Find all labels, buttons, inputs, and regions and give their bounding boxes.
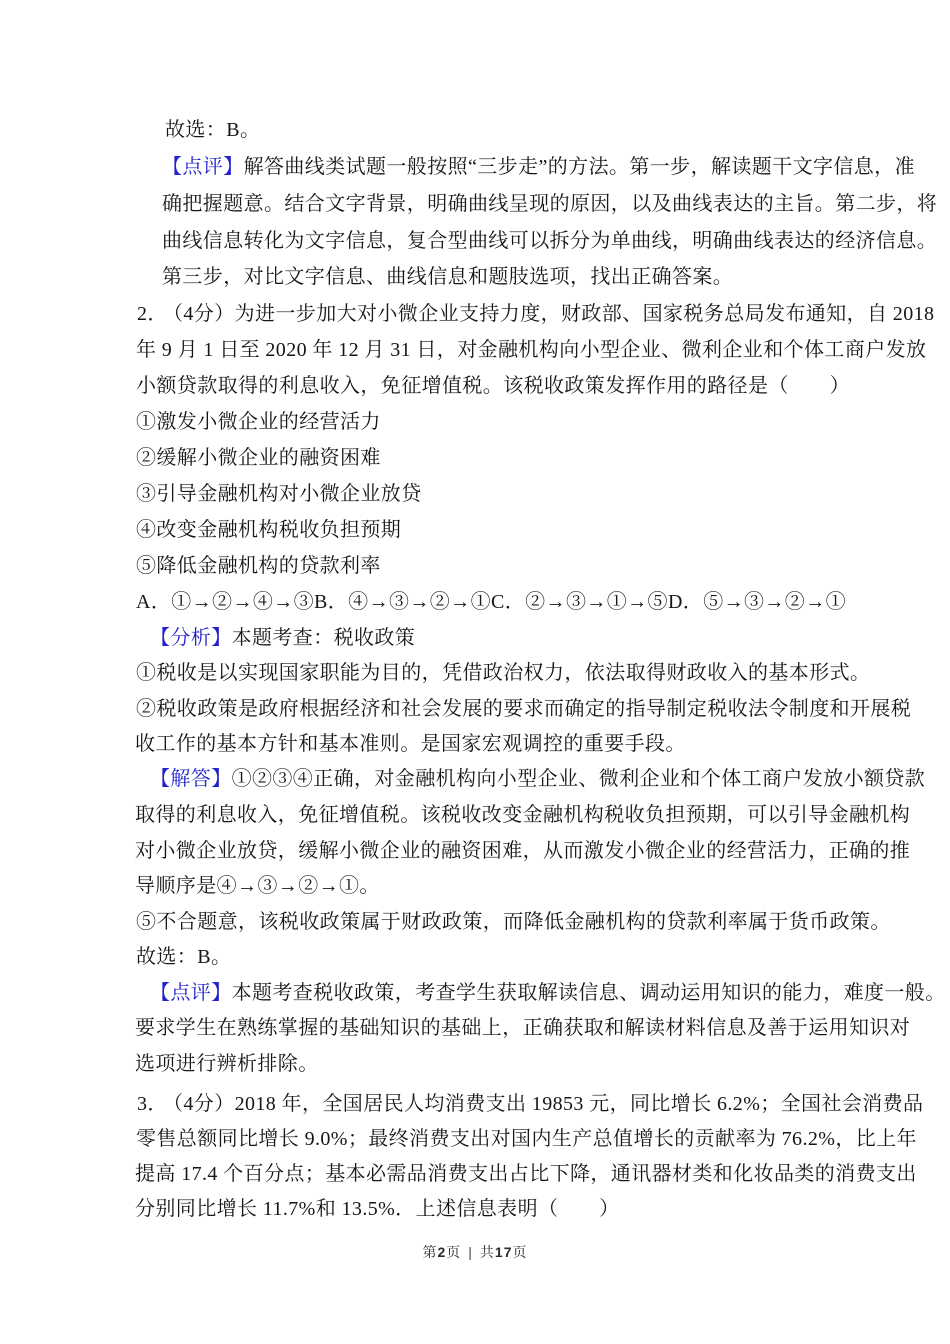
q2-stem-line-3: 小额贷款取得的利息收入，免征增值税。该税收政策发挥作用的路径是（ ） [136,375,850,397]
q2-comment-line-2: 要求学生在熟练掌握的基础知识的基础上，正确获取和解读材料信息及善于运用知识对 [135,1017,911,1039]
q1-answer-line: 故选：B。 [165,119,261,141]
q3-stem-line-1 [137,1092,923,1116]
footer-total-number: 17 [494,1244,513,1260]
q1-comment-line-2: 确把握题意。结合文字背景，明确曲线呈现的原因，以及曲线表达的主旨。第二步，将 [162,193,938,215]
q3-stem-line-4: 分别同比增长 11.7%和 13.5%．上述信息表明（ ） [135,1198,620,1220]
q1-comment-line-4: 第三步，对比文字信息、曲线信息和题肢选项，找出正确答案。 [162,266,734,288]
q2-solution-line-5: ⑤不合题意，该税收政策属于财政政策，而降低金融机构的贷款利率属于货币政策。 [136,911,891,933]
comment-tag: 【点评】 [162,156,244,178]
q2-solution-line-6: 故选：B。 [136,946,232,968]
q2-option-a: A．①→②→④→③ [136,591,315,613]
q2-item-5: ⑤降低金融机构的贷款利率 [136,555,381,577]
q2-solution-line-2: 取得的利息收入，免征增值税。该税收改变金融机构税收负担预期，可以引导金融机构 [135,804,911,826]
q2-comment-line-3: 选项进行辨析排除。 [135,1053,319,1075]
q2-options-row [136,590,846,614]
footer-total-suffix: 页 [512,1244,528,1260]
q2-comment-line-1 [150,981,946,1005]
footer-total-prefix: 共 [479,1244,495,1260]
q2-item-1: ①激发小微企业的经营活力 [136,411,381,433]
q2-stem-line-1 [137,302,934,326]
comment-tag: 【点评】 [150,982,232,1004]
q2-item-3: ③引导金融机构对小微企业放贷 [136,483,422,505]
q2-number: 2． [137,303,168,325]
q2-option-c: C．②→③→①→⑤ [491,591,668,613]
q2-stem-text-1: （4分）为进一步加大对小微企业支持力度，财政部、国家税务总局发布通知，自 2018 [163,303,935,325]
q1-comment-line-1 [162,155,915,179]
q2-item-4: ④改变金融机构税收负担预期 [136,519,402,541]
footer-separator: | [468,1244,473,1260]
q2-solution-line-1 [150,767,925,791]
q3-stem-line-2: 零售总额同比增长 9.0%；最终消费支出对国内生产总值增长的贡献率为 76.2%，比上年 [136,1128,917,1150]
q3-stem-text-1: （4分）2018 年，全国居民人均消费支出 19853 元，同比增长 6.2%；全国社会消费品 [163,1093,924,1115]
q2-analysis-line-1 [150,626,415,650]
q2-option-d: D．⑤→③→②→① [667,591,846,613]
q2-analysis-line-3: ②税收政策是政府根据经济和社会发展的要求而确定的指导制定税收法令制度和开展税 [136,698,912,720]
q3-stem-line-3: 提高 17.4 个百分点；基本必需品消费支出占比下降，通讯器材类和化妆品类的消费支出 [135,1163,917,1185]
footer-page-prefix: 第 [422,1244,438,1260]
q1-comment-text-1: 解答曲线类试题一般按照“三步走”的方法。第一步，解读题干文字信息，准 [243,156,915,178]
q2-analysis-line-2: ①税收是以实现国家职能为目的，凭借政治权力，依法取得财政收入的基本形式。 [136,662,871,684]
q2-analysis-text-1: 本题考查：税收政策 [231,627,416,649]
q2-item-2: ②缓解小微企业的融资困难 [136,447,381,469]
q2-comment-text-1: 本题考查税收政策，考查学生获取解读信息、调动运用知识的能力，难度一般。 [231,982,946,1004]
q2-solution-text-1: ①②③④正确，对金融机构向小型企业、微利企业和个体工商户发放小额贷款 [231,768,926,790]
q2-option-b: B．④→③→②→① [314,591,491,613]
q1-comment-line-3: 曲线信息转化为文字信息，复合型曲线可以拆分为单曲线，明确曲线表达的经济信息。 [162,230,938,252]
q2-solution-line-3: 对小微企业放贷，缓解小微企业的融资困难，从而激发小微企业的经营活力，正确的推 [135,840,911,862]
q2-analysis-line-4: 收工作的基本方针和基本准则。是国家宏观调控的重要手段。 [135,733,686,755]
page-footer [0,1242,950,1262]
analysis-tag: 【分析】 [150,627,232,649]
footer-page-suffix: 页 [446,1244,462,1260]
q2-stem-line-2: 年 9 月 1 日至 2020 年 12 月 31 日，对金融机构向小型企业、微利企业和个体工商户发放 [136,339,927,361]
solution-tag: 【解答】 [150,768,232,790]
q2-solution-line-4: 导顺序是④→③→②→①。 [135,875,380,897]
q3-number: 3． [137,1093,168,1115]
footer-page-number: 2 [437,1244,447,1260]
